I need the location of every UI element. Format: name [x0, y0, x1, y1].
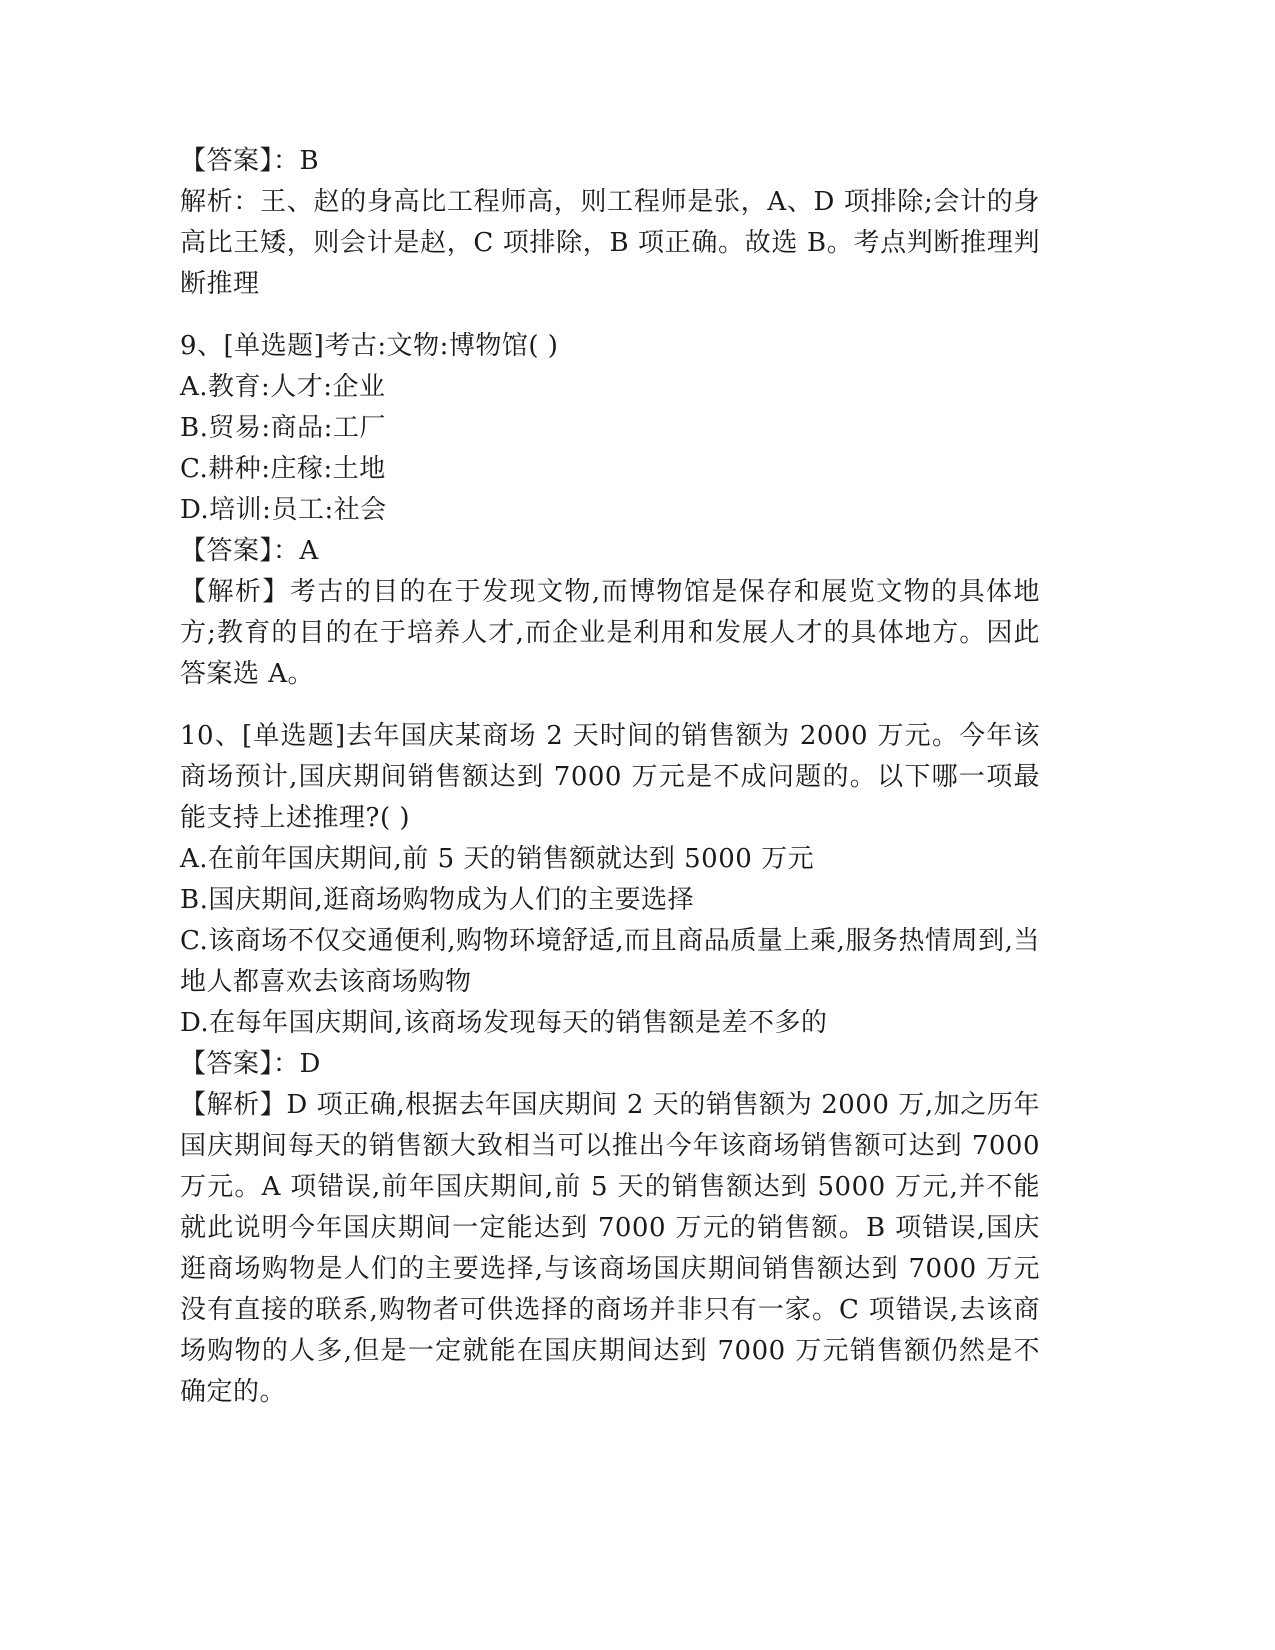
- q8-answer: 【答案】：B: [180, 146, 320, 176]
- q10-option-a: A.在前年国庆期间,前 5 天的销售额就达到 5000 万元: [180, 844, 815, 874]
- q10-option-c: C.该商场不仅交通便利,购物环境舒适,而且商品质量上乘,服务热情周到,当地人都喜欢去该商场购物: [180, 926, 1040, 997]
- q9-analysis: 【解析】考古的目的在于发现文物,而博物馆是保存和展览文物的具体地方;教育的目的在于培养人才,而企业是利用和发展人才的具体地方。因此答案选 A。: [180, 577, 1040, 689]
- section-gap: [180, 695, 1040, 716]
- q10-question: 10、[单选题]去年国庆某商场 2 天时间的销售额为 2000 万元。今年该商场预计,国庆期间销售额达到 7000 万元是不成问题的。以下哪一项最能支持上述推理?( ): [180, 721, 1040, 833]
- q10-answer: 【答案】：D: [180, 1049, 321, 1079]
- section-gap: [180, 305, 1040, 326]
- q9-answer: 【答案】：A: [180, 536, 319, 566]
- q8-analysis: 解析：王、赵的身高比工程师高，则工程师是张，A、D 项排除;会计的身高比王矮，则会计是赵，C 项排除，B 项正确。故选 B。考点判断推理判断推理: [180, 187, 1040, 299]
- q9-option-a: A.教育:人才:企业: [180, 372, 386, 402]
- q10-option-b: B.国庆期间,逛商场购物成为人们的主要选择: [180, 885, 695, 915]
- q10-option-d: D.在每年国庆期间,该商场发现每天的销售额是差不多的: [180, 1008, 828, 1038]
- document-page: [180, 141, 1040, 1413]
- q9-option-d: D.培训:员工:社会: [180, 495, 387, 525]
- q9-question: 9、[单选题]考古:文物:博物馆( ): [180, 331, 559, 361]
- q9-option-c: C.耕种:庄稼:土地: [180, 454, 386, 484]
- q10-analysis: 【解析】D 项正确,根据去年国庆期间 2 天的销售额为 2000 万,加之历年国庆期间每天的销售额大致相当可以推出今年该商场销售额可达到 7000 万元。A 项错误,前年国庆期间,前 5 天的销售额达到 5000 万元,并不能就此说明今年国庆期间一定能达到 7000 万元的销售额。B 项错误,国庆逛商场购物是人们的主要选择,与该商场国庆期间销售额达到 7000 万元没有直接的联系,购物者可供选择的商场并非只有一家。C 项错误,去该商场购物的人多,但是一定就能在国庆期间达到 7000 万元销售额仍然是不确定的。: [180, 1090, 1040, 1407]
- q9-option-b: B.贸易:商品:工厂: [180, 413, 386, 443]
